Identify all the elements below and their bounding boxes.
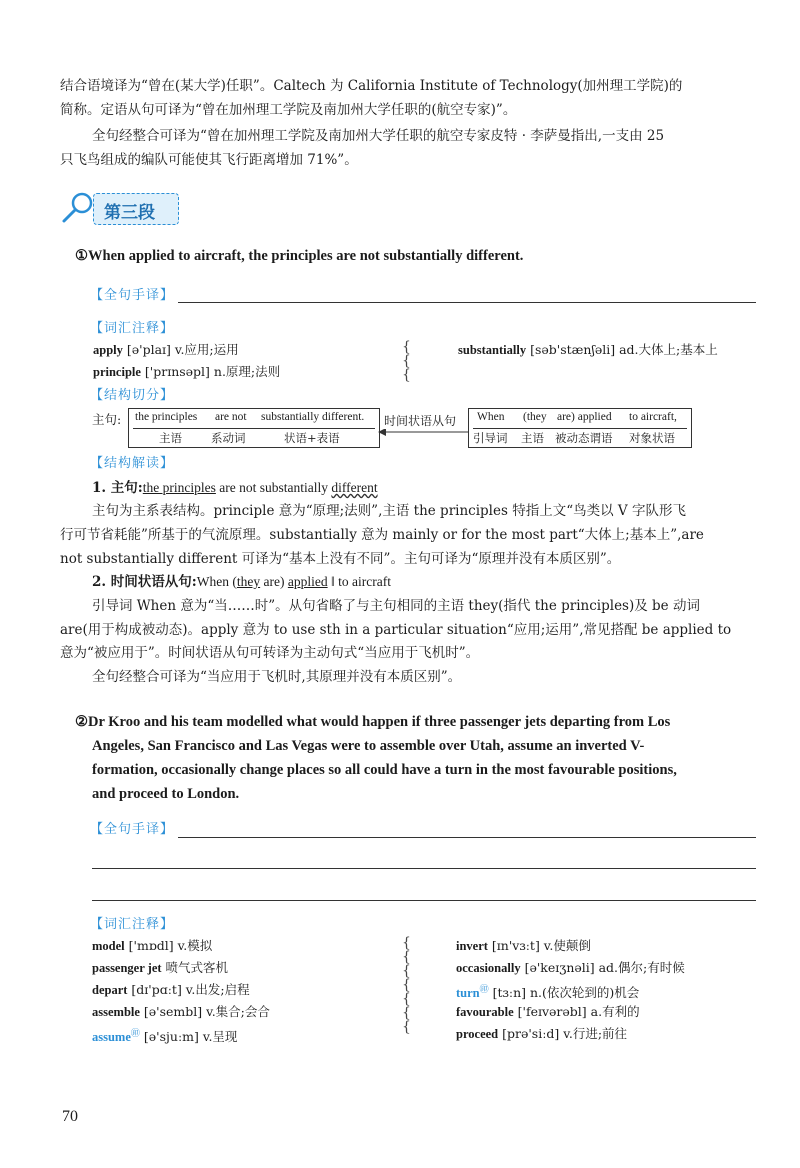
sentence-2-line: Angeles, San Francisco and Las Vegas were to assemble over Utah, assume an inverted V- — [92, 738, 645, 754]
divider-squiggle: { { { — [402, 339, 411, 383]
translate-header: 【全句手译】 — [90, 288, 175, 303]
sentence-number: ② — [75, 714, 88, 730]
magnifier-icon — [60, 190, 96, 226]
vocab-item: favourable ['feɪvərəbl] a.有利的 — [456, 1004, 640, 1019]
vocab-item: proceed [prə'siːd] v.行进;前往 — [456, 1026, 628, 1041]
paragraph-line: 结合语境译为“曾在(某大学)任职”。Caltech 为 California Institute of Technology(加州理工学院)的 — [60, 78, 683, 94]
vocab-item: occasionally [ə'keɪʒnəli] ad.偶尔;有时候 — [456, 960, 685, 975]
box-divider — [473, 428, 687, 429]
analysis-text: 意为“被应用于”。时间状语从句可转译为主动句式“当应用于飞机时”。 — [60, 645, 480, 661]
arrow-label: 时间状语从句 — [384, 414, 457, 428]
analysis-text: 主句为主系表结构。principle 意为“原理;法则”,主语 the principles 特指上文“鸟类以 V 字队形飞 — [92, 503, 686, 519]
answer-line — [92, 900, 756, 901]
answer-line — [178, 302, 756, 303]
clause-box — [468, 408, 692, 448]
analysis-header: 【结构解读】 — [90, 456, 175, 471]
analysis-2-title: 2. 时间状语从句:When (they are) applied ‖ to aircraft — [92, 574, 392, 590]
sentence-2-line: formation, occasionally change places so all could have a turn in the most favourable positions, — [92, 762, 677, 778]
segment-role: 状语+表语 — [284, 431, 340, 445]
answer-line — [92, 868, 756, 869]
answer-line — [178, 837, 756, 838]
analysis-text: 行可节省耗能”所基于的气流原理。substantially 意为 mainly or for the most part“大体上;基本上”,are — [60, 527, 704, 543]
segment-text: the principles — [135, 411, 198, 423]
polysemy-mark-icon: ㊞ — [130, 1029, 140, 1039]
sentence-text: When applied to aircraft, the principles are not substantially different. — [88, 248, 524, 264]
structure-header: 【结构切分】 — [90, 388, 175, 403]
segment-role: 引导词 — [473, 431, 508, 445]
vocab-item: turn㊞ [tɜːn] n.(依次轮到的)机会 — [456, 985, 640, 1001]
segment-role: 被动态谓语 — [555, 431, 613, 445]
main-clause-box — [128, 408, 380, 448]
segment-text: to aircraft, — [629, 411, 677, 423]
vocab-item: principle ['prɪnsəpl] n.原理;法则 — [93, 364, 281, 379]
box-divider — [133, 428, 375, 429]
segment-text: substantially different. — [261, 411, 365, 423]
section-title: 第三段 — [104, 203, 155, 223]
segment-role: 系动词 — [211, 431, 246, 445]
divider-squiggle: { { { { { { { — [402, 935, 411, 1035]
analysis-text: 引导词 When 意为“当……时”。从句省略了与主句相同的主语 they(指代 the principles)及 be 动词 — [92, 598, 700, 614]
segment-text: are not — [215, 411, 247, 423]
polysemy-mark-icon: ㊞ — [479, 985, 489, 995]
vocab-item: substantially [səb'stænʃəli] ad.大体上;基本上 — [458, 342, 718, 357]
sentence-number: ① — [75, 248, 88, 264]
vocab-item: model ['mɒdl] v.模拟 — [92, 938, 213, 953]
segment-text: When — [477, 411, 505, 423]
segment-role: 主语 — [521, 431, 544, 445]
paragraph-line: 简称。定语从句可译为“曾在加州理工学院及南加州大学任职的(航空专家)”。 — [60, 102, 517, 118]
vocab-item: passenger jet 喷气式客机 — [92, 960, 229, 975]
sentence-2 — [75, 710, 765, 734]
vocab-item: assemble [ə'sembl] v.集合;会合 — [92, 1004, 270, 1019]
vocab-header: 【词汇注释】 — [90, 917, 175, 932]
sentence-2-line: and proceed to London. — [92, 786, 240, 802]
segment-role: 主语 — [159, 431, 182, 445]
sentence-1 — [75, 244, 765, 268]
vocab-item: depart [dɪ'pɑːt] v.出发;启程 — [92, 982, 250, 997]
sentence-text: Dr Kroo and his team modelled what would happen if three passenger jets departing from Los — [88, 714, 671, 730]
paragraph-line: 只飞鸟组成的编队可能使其飞行距离增加 71%”。 — [60, 152, 358, 168]
analysis-text: 全句经整合可译为“当应用于飞机时,其原理并没有本质区别”。 — [92, 669, 462, 685]
vocab-item: assume㊞ [ə'sjuːm] v.呈现 — [92, 1029, 238, 1045]
segment-text: are) applied — [557, 411, 612, 423]
segment-text: (they — [523, 411, 547, 423]
vocab-item: apply [ə'plaɪ] v.应用;运用 — [93, 342, 239, 357]
translate-header: 【全句手译】 — [90, 822, 175, 837]
section-title-tab — [93, 193, 179, 225]
paragraph-line: 全句经整合可译为“曾在加州理工学院及南加州大学任职的航空专家皮特 · 李萨曼指出,一支由 25 — [92, 128, 665, 144]
vocab-item: invert [ɪn'vɜːt] v.使颠倒 — [456, 938, 591, 953]
page-number: 70 — [62, 1108, 78, 1125]
analysis-1-title: 1. 主句:the principles are not substantially different — [92, 480, 378, 496]
segment-role: 对象状语 — [629, 431, 675, 445]
analysis-text: are(用于构成被动态)。apply 意为 to use sth in a particular situation“应用;运用”,常见搭配 be applied to — [60, 622, 732, 638]
vocab-header: 【词汇注释】 — [90, 321, 175, 336]
main-clause-label: 主句: — [92, 412, 122, 427]
analysis-text: not substantially different 可译为“基本上没有不同”。主句可译为“原理并没有本质区别”。 — [60, 551, 621, 567]
